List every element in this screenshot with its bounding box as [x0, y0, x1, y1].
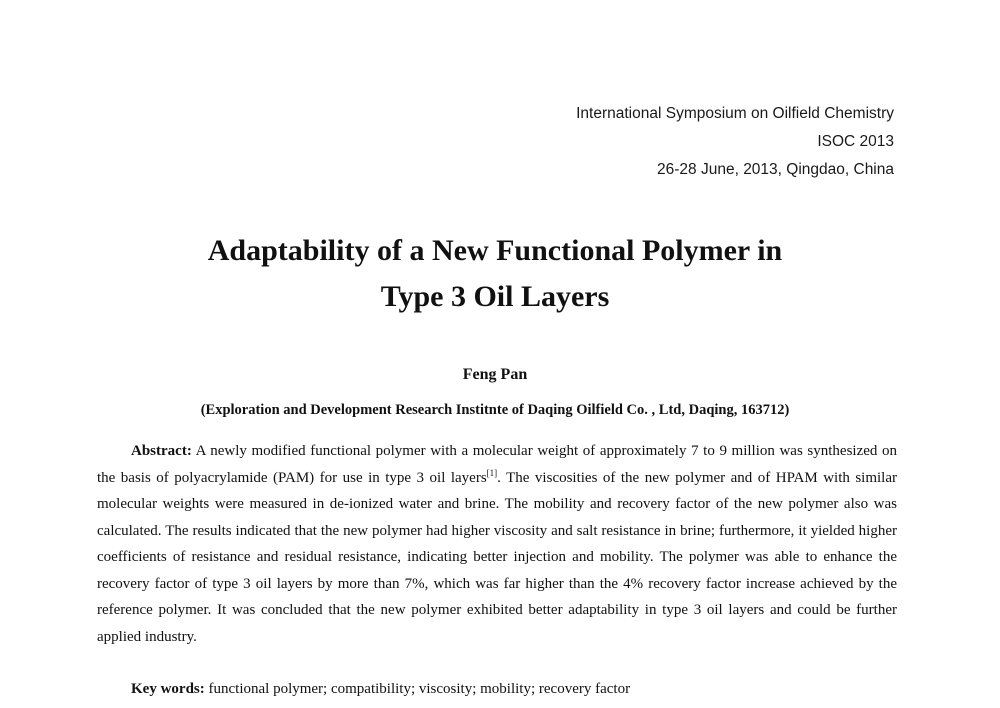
- abstract-text-part-2: . The viscosities of the new polymer and of HPAM with similar molecular weights were measured in de-ionized water and brine. The mobility and recovery factor of the new polymer also was calculated. The results indicated that the new polymer had higher viscosity and salt resistance in brine; furthermore, it yielded higher coefficients of resistance and residual resistance, indicating better injection and mobility. The polymer was able to enhance the recovery factor of type 3 oil layers by more than 7%, which was far higher than the 4% recovery factor increase achieved by the reference polymer. It was concluded that the new polymer exhibited better adaptability in type 3 oil layers and could be further applied industry.: [97, 469, 898, 645]
- citation-reference: [1]: [486, 467, 498, 478]
- paper-title: [0, 228, 990, 320]
- keywords-label: Key words:: [131, 681, 205, 697]
- paper-title-line-2: Type 3 Oil Layers: [380, 280, 610, 313]
- conference-acronym: ISOC 2013: [817, 133, 894, 150]
- author-name: Feng Pan: [462, 366, 528, 383]
- paper-title-line-1: Adaptability of a New Functional Polymer in: [207, 234, 783, 267]
- keywords-line: [131, 678, 901, 700]
- abstract-label: Abstract:: [131, 443, 192, 459]
- author-affiliation: (Exploration and Development Research Institnte of Daqing Oilfield Co. , Ltd, Daqing, 163712): [200, 402, 790, 418]
- abstract-text-part-1: A newly modified functional polymer with a molecular weight of approximately 7 to 9 million was synthesized on the basis of polyacrylamide (PAM) for use in type 3 oil layers: [97, 443, 897, 486]
- keywords-text: functional polymer; compatibility; viscosity; mobility; recovery factor: [204, 681, 631, 697]
- conference-name: International Symposium on Oilfield Chemistry: [576, 105, 894, 122]
- conference-header: [576, 100, 894, 184]
- conference-date-location: 26-28 June, 2013, Qingdao, China: [657, 161, 894, 178]
- abstract-paragraph: [97, 438, 897, 650]
